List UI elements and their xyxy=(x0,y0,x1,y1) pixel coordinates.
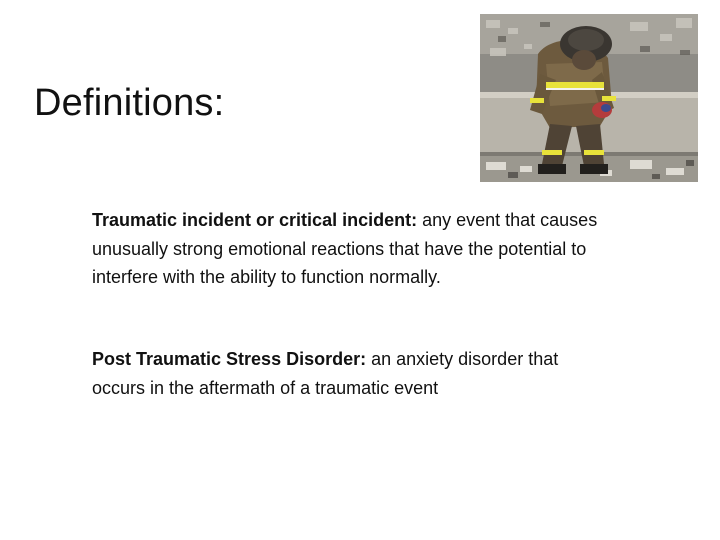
definition-ptsd xyxy=(92,345,612,402)
firefighter-photo xyxy=(480,14,698,182)
definition-description: an anxiety disorder that occurs in the aftermath of a traumatic event xyxy=(92,349,559,398)
slide-title: Definitions: xyxy=(34,82,225,124)
definition-description: any event that causes unusually strong emotional reactions that have the potential to interfere with the ability to function normally. xyxy=(92,210,598,287)
definition-term: Traumatic incident or critical incident: xyxy=(92,210,418,230)
definition-term: Post Traumatic Stress Disorder: xyxy=(92,349,367,369)
definition-traumatic-incident xyxy=(92,206,612,292)
